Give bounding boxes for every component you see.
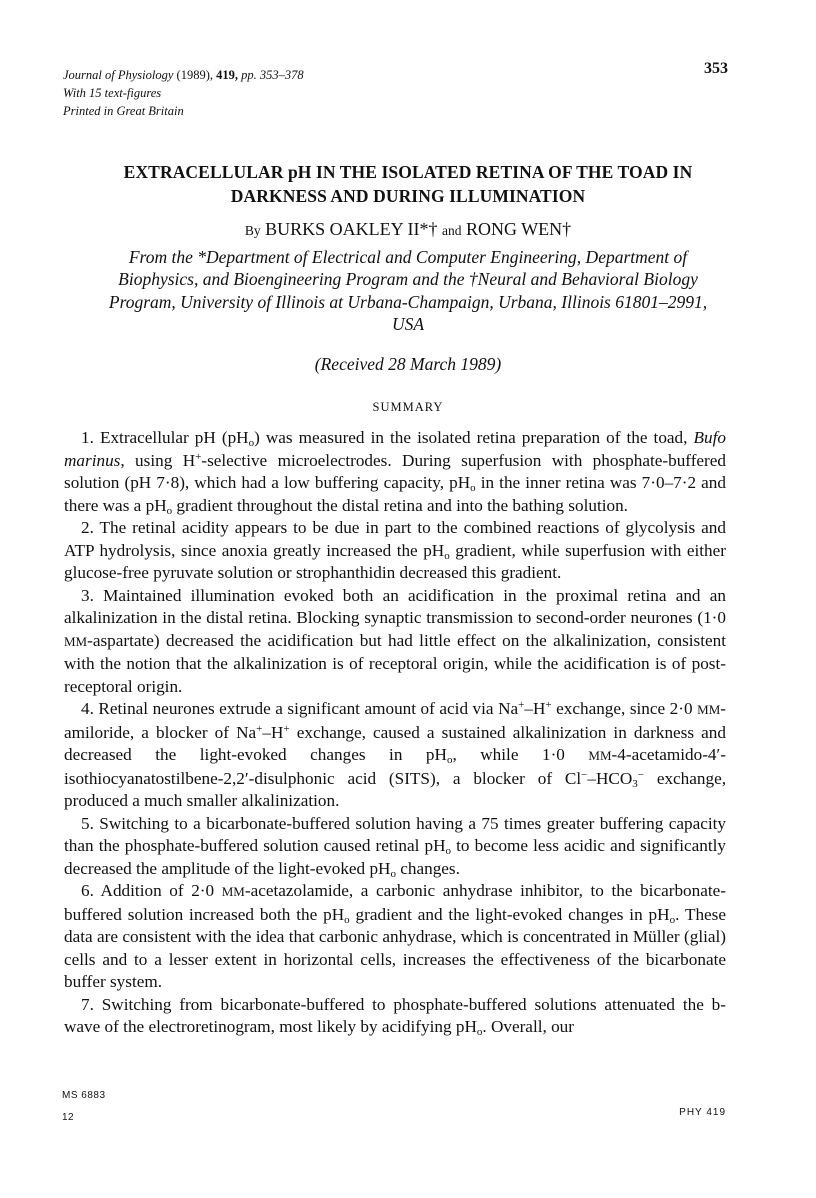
summary-paragraph-6: 6. Addition of 2·0 MM-acetazolamide, a carbonic anhydrase inhibitor, to the bicarbonate-buffered solution increased both the $pH_o$ gradient and the light-evoked changes in $pH_o$. These data are consistent with the idea that carbonic anhydrase, which is concentrated in Müller (glial) cells and to a lesser extent in horizontal cells, increases the effectiveness of the bicarbonate buffer system. (64, 881, 726, 991)
author-and: and (441, 223, 462, 238)
journal-volume: 419, (216, 68, 238, 82)
journal-year: (1989), (176, 68, 213, 82)
author-1: BURKS OAKLEY II*† (265, 219, 438, 239)
page-number: 353 (704, 60, 728, 77)
author-by: By (244, 223, 261, 238)
affiliation-line-1: From the *Department of Electrical and Computer Engineering, Department of (128, 247, 688, 267)
title-line-1: EXTRACELLULAR pH IN THE ISOLATED RETINA OF THE TOAD IN (123, 162, 693, 182)
summary-paragraph-4: 4. Retinal neurones extrude a significant amount of acid via Na+–H+ exchange, since 2·0 MM-amiloride, a blocker of Na+–H+ exchange, caused a sustained alkalinization in darkness and decreased the light-evoked changes in $pH_o$, while 1·0 MM-4-acetamido-4′-isothiocyanatostilbene-2,2′-disulphonic acid (SITS), a blocker of $Cl^--HCO_3^-$ exchange, produced a much smaller alkalinization. (64, 699, 727, 810)
summary-heading: SUMMARY (372, 400, 444, 414)
summary-paragraph-1: 1. Extracellular pH $(pH_o)$ was measured in the isolated retina preparation of the toad, Bufo marinus, using H+-selective microelectrodes. During superfusion with phosphate-buffered solution (pH 7·8), which had a low buffering capacity, $pH_o$ in the inner retina was 7·0–7·2 and there was a $pH_o$ gradient throughout the distal retina and into the bathing solution. (64, 428, 726, 517)
journal-name: Journal of Physiology (63, 68, 174, 82)
affiliation-line-2: Biophysics, and Bioengineering Program and the †Neural and Behavioral Biology (118, 269, 698, 290)
summary-paragraph-5: 5. Switching to a bicarbonate-buffered solution having a 75 times greater buffering capacity than the phosphate-buffered solution caused retinal $pH_o$ to become less acidic and significantly decreased the amplitude of the light-evoked $pH_o$ changes. (64, 813, 726, 880)
affiliation (66, 246, 750, 335)
title-line-2: DARKNESS AND DURING ILLUMINATION (230, 186, 586, 206)
received-date: (Received 28 March 1989) (314, 354, 502, 374)
affiliation-line-3: Program, University of Illinois at Urbana-Champaign, Urbana, Illinois 61801–2991, (108, 291, 708, 312)
journal-figures: With 15 text-figures (63, 86, 162, 100)
journal-signature: PHY 419 (679, 1107, 726, 1118)
summary-body (64, 427, 726, 1039)
journal-pages: pp. 353–378 (241, 68, 304, 82)
article-title (63, 160, 753, 208)
journal-citation (63, 66, 304, 120)
summary-paragraph-2: 2. The retinal acidity appears to be due in part to the combined reactions of glycolysis and ATP hydrolysis, since anoxia greatly increased the $pH_o$ gradient, while superfusion with either glucose-free pyruvate solution or strophanthidin decreased this gradient. (64, 518, 726, 582)
manuscript-number: MS 6883 (62, 1090, 106, 1101)
summary-paragraph-7: 7. Switching from bicarbonate-buffered to phosphate-buffered solutions attenuated the b-wave of the electroretinogram, most likely by acidifying $pH_o$. Overall, our (64, 994, 726, 1038)
printer-marks (62, 1085, 106, 1129)
affiliation-line-4: USA (391, 313, 425, 334)
author-line (63, 219, 753, 240)
author-2: RONG WEN† (465, 219, 572, 239)
summary-paragraph-3: 3. Maintained illumination evoked both an acidification in the proximal retina and an alkalinization in the distal retina. Blocking synaptic transmission to second-order neurones (1·0 MM-aspartate) decreased the acidification but had little effect on the alkalinization, consistent with the notion that the alkalinization is of receptoral origin, while the acidification is of post-receptoral origin. (64, 585, 726, 696)
signature-number: 12 (62, 1112, 75, 1123)
journal-printed: Printed in Great Britain (63, 104, 184, 118)
